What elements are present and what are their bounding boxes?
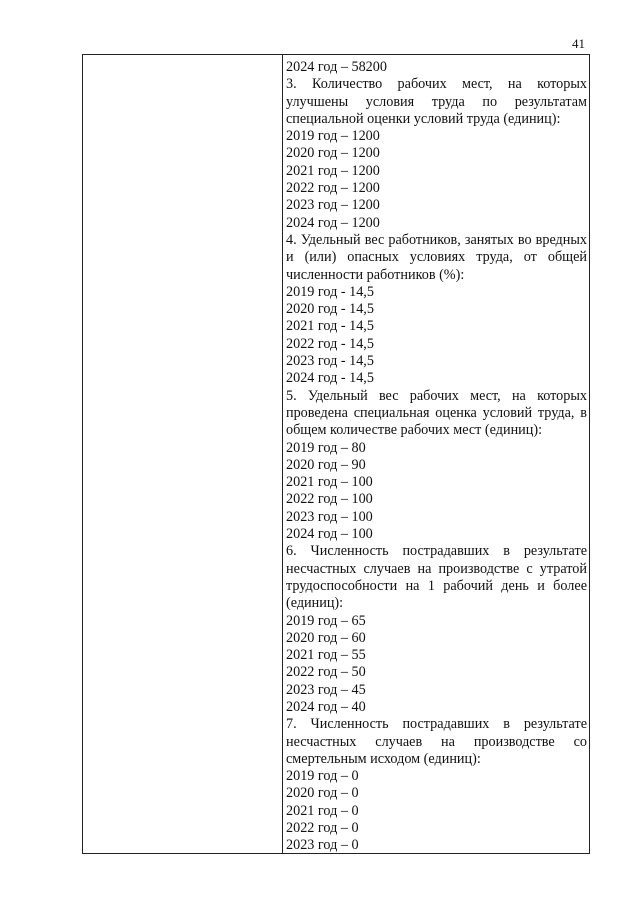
text-line: 2024 год – 58200 xyxy=(286,59,387,75)
text-line: 2021 год – 1200 xyxy=(286,162,380,179)
text-line: 2022 год – 0 xyxy=(286,820,359,837)
text-line: 2022 год – 1200 xyxy=(286,180,380,197)
text-line: 2020 год – 1200 xyxy=(286,145,380,162)
table-right-cell xyxy=(283,55,589,853)
text-line: 2020 год – 60 xyxy=(286,629,366,646)
indicator-heading: 5. Удельный вес рабочих мест, на которых проведена специальная оценка условий труда, в общем количестве рабочих мест (единиц): xyxy=(286,387,587,439)
text-line: 2021 год - 14,5 xyxy=(286,318,374,335)
text-line: 2023 год – 1200 xyxy=(286,197,380,214)
text-line: 2021 год – 0 xyxy=(286,802,359,819)
text-line: 2023 год – 45 xyxy=(286,681,366,698)
text-line: 2021 год – 55 xyxy=(286,647,366,664)
text-line: 2024 год – 1200 xyxy=(286,214,380,231)
page-number: 41 xyxy=(572,36,585,51)
text-line: 2024 год – 40 xyxy=(286,698,366,715)
text-line: 2019 год – 0 xyxy=(286,768,359,785)
text-line: 2020 год – 0 xyxy=(286,785,359,802)
text-line: 2023 год – 100 xyxy=(286,508,373,525)
text-line: 2020 год - 14,5 xyxy=(286,301,374,318)
text-line: 2022 год – 100 xyxy=(286,491,373,508)
indicator-heading: 3. Количество рабочих мест, на которых улучшены условия труда по результатам специальной оценки условий труда (единиц): xyxy=(286,76,587,127)
table-left-cell xyxy=(83,55,283,853)
text-line: 2019 год – 80 xyxy=(286,439,366,456)
text-line: 2019 год - 14,5 xyxy=(286,283,374,300)
text-line: 2023 год - 14,5 xyxy=(286,353,374,370)
text-line: 2024 год - 14,5 xyxy=(286,370,374,387)
text-line: 2020 год – 90 xyxy=(286,456,366,473)
indicator-heading: 6. Численность пострадавших в результате несчастных случаев на производстве с утратой трудоспособности на 1 рабочий день и более (единиц): xyxy=(286,543,587,612)
indicator-heading: 4. Удельный вес работников, занятых во вредных и (или) опасных условиях труда, от общей численности работников (%): xyxy=(286,231,587,283)
text-line: 2024 год – 100 xyxy=(286,526,373,543)
document-table xyxy=(82,54,590,854)
text-line: 2021 год – 100 xyxy=(286,474,373,491)
text-line: 2023 год – 0 xyxy=(286,837,359,854)
text-line: 2022 год – 50 xyxy=(286,664,366,681)
indicator-heading: 7. Численность пострадавших в результате несчастных случаев на производстве со смертельным исходом (единиц): xyxy=(286,716,587,767)
text-line: 2019 год – 1200 xyxy=(286,128,380,145)
text-line: 2022 год - 14,5 xyxy=(286,335,374,352)
text-line: 2019 год – 65 xyxy=(286,612,366,629)
